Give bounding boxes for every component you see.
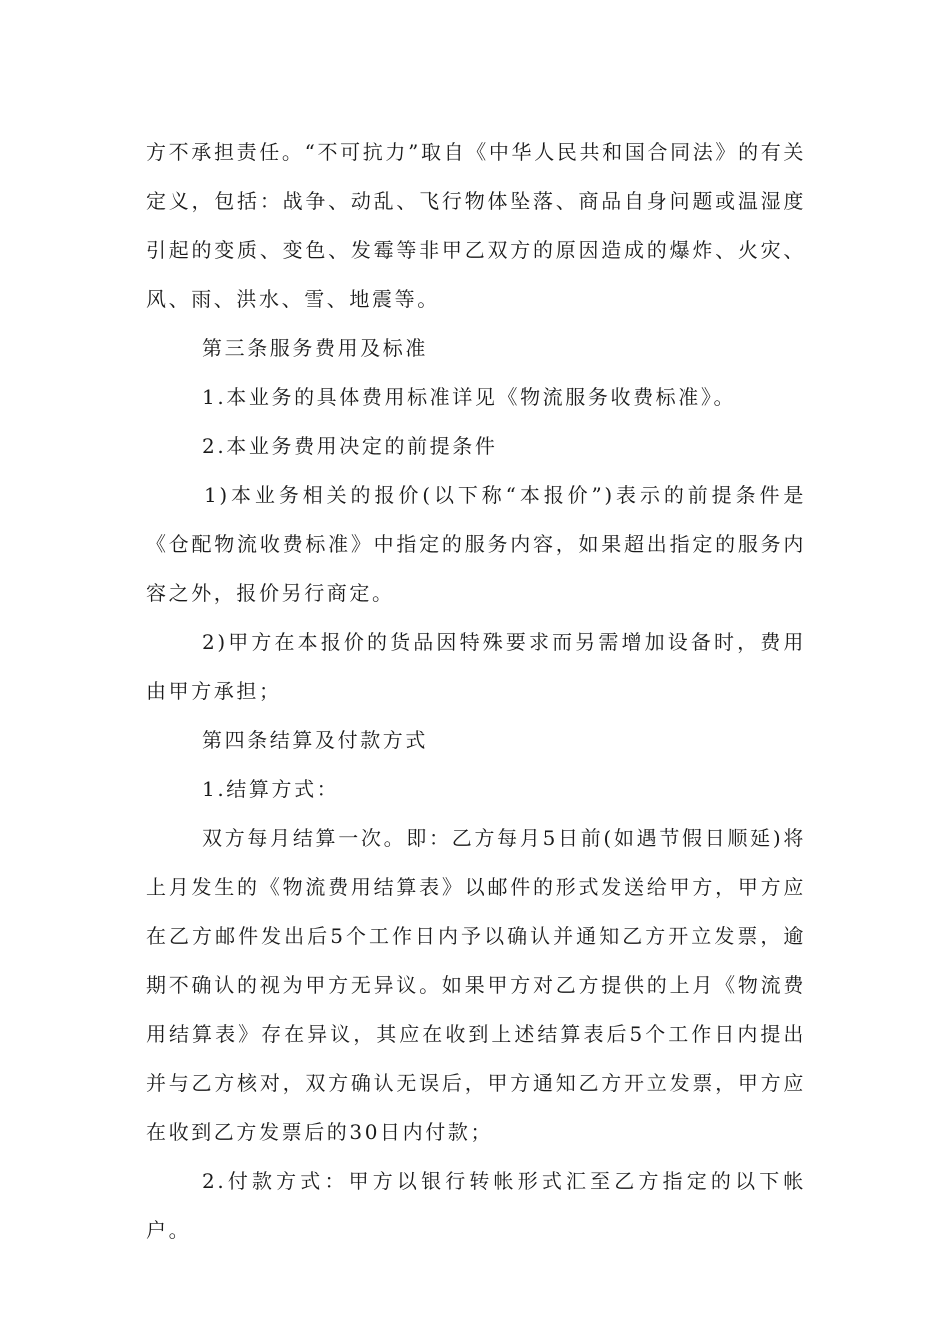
paragraph-monthly-settlement: 双方每月结算一次。即：乙方每月5日前(如遇节假日顺延)将上月发生的《物流费用结算表》以邮件的形式发送给甲方，甲方应在乙方邮件发出后5个工作日内予以确认并通知乙方开立发票，逾期不确认的视为甲方无异议。如果甲方对乙方提供的上月《物流费用结算表》存在异议，其应在收到上述结算表后5个工作日内提出并与乙方核对，双方确认无误后，甲方通知乙方开立发票，甲方应在收到乙方发票后的30日内付款； xyxy=(146,826,806,1144)
heading-article-3: 第三条服务费用及标准 xyxy=(202,336,428,360)
paragraph-quote-precondition: 1)本业务相关的报价(以下称“本报价”)表示的前提条件是《仓配物流收费标准》中指定的服务内容，如果超出指定的服务内容之外，报价另行商定。 xyxy=(146,483,806,605)
paragraph-payment-method: 2.付款方式：甲方以银行转帐形式汇至乙方指定的以下帐户。 xyxy=(146,1169,806,1242)
heading-article-4: 第四条结算及付款方式 xyxy=(202,728,428,752)
paragraph-settlement-method: 1.结算方式： xyxy=(202,777,340,801)
document-body xyxy=(146,128,806,1255)
paragraph-extra-equipment: 2)甲方在本报价的货品因特殊要求而另需增加设备时，费用由甲方承担； xyxy=(146,630,806,703)
paragraph-fee-standard: 1.本业务的具体费用标准详见《物流服务收费标准》。 xyxy=(202,385,737,409)
paragraph-fee-preconditions: 2.本业务费用决定的前提条件 xyxy=(202,434,498,458)
paragraph-force-majeure: 方不承担责任。“不可抗力”取自《中华人民共和国合同法》的有关定义，包括：战争、动乱、飞行物体坠落、商品自身问题或温湿度引起的变质、变色、发霉等非甲乙双方的原因造成的爆炸、火灾、风、雨、洪水、雪、地震等。 xyxy=(146,140,806,311)
